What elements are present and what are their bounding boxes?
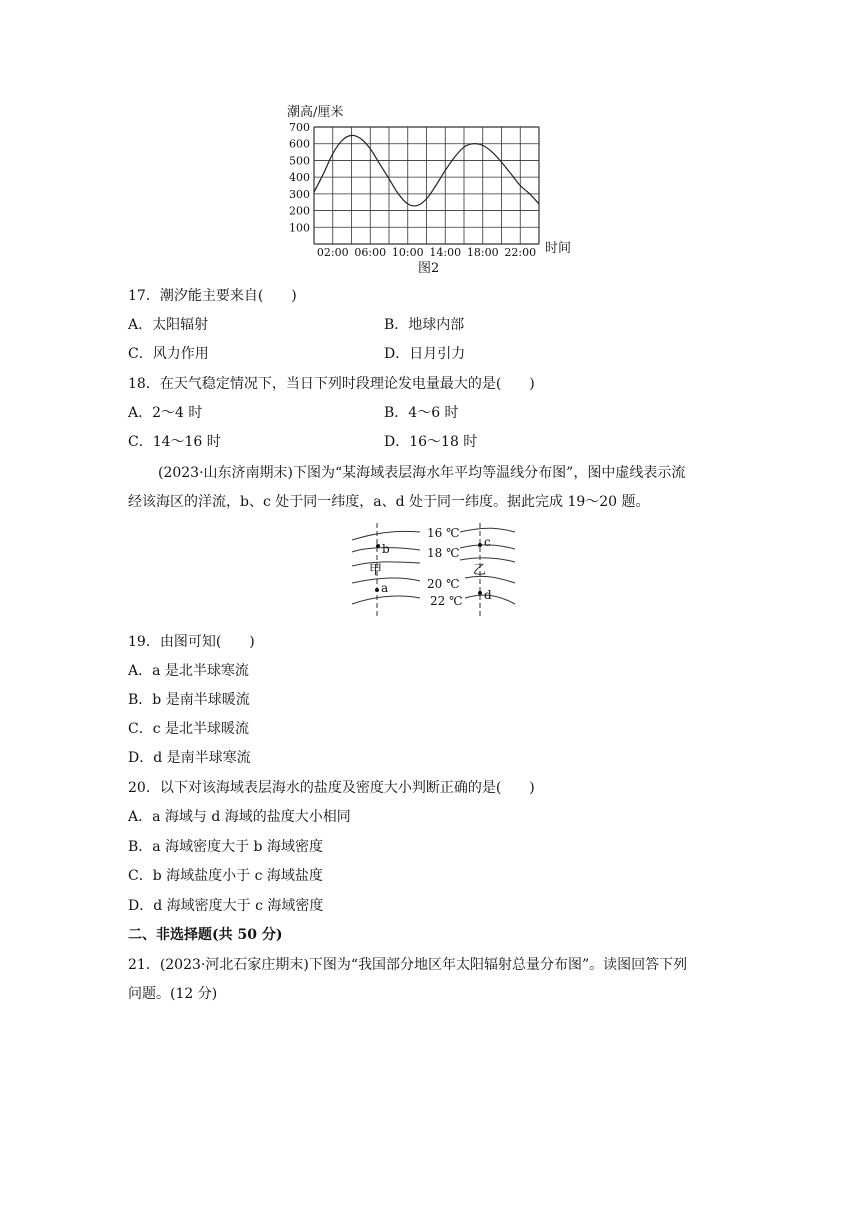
q18-option-b: B．4～6 时 (384, 405, 459, 421)
figure-caption: 图2 (418, 261, 440, 276)
tide-chart (280, 98, 580, 278)
q20-option-a: A．a 海域与 d 海域的盐度大小相同 (128, 809, 351, 825)
x-tick-label: 18:00 (466, 246, 499, 259)
q19-option-a: A．a 是北半球寒流 (128, 663, 249, 679)
point-d-dot (478, 591, 482, 595)
y-tick-labels (289, 121, 310, 234)
y-axis-title: 潮高/厘米 (287, 105, 344, 120)
point-a-label: a (381, 581, 389, 595)
y-tick-label: 100 (289, 221, 310, 235)
x-tick-label: 22:00 (504, 246, 537, 259)
label-22c: 22 ℃ (430, 594, 463, 608)
x-tick-label: 06:00 (354, 246, 387, 259)
q19-option-b: B．b 是南半球暖流 (128, 692, 250, 708)
q21-line2: 问题。(12 分) (128, 986, 218, 1002)
q17-option-d: D．日月引力 (384, 346, 466, 362)
q17-option-a: A．太阳辐射 (128, 317, 209, 333)
isotherm-diagram (345, 520, 525, 620)
label-20c: 20 ℃ (427, 577, 460, 591)
intro-19-20-line2: 经该海区的洋流，b、c 处于同一纬度，a、d 处于同一纬度。据此完成 19～20 题。 (128, 494, 650, 510)
point-a-dot (375, 588, 379, 592)
section-heading-nonchoice: 二、非选择题(共 50 分) (128, 927, 283, 943)
x-tick-label: 14:00 (429, 246, 462, 259)
y-tick-label: 300 (289, 187, 310, 201)
x-tick-labels (317, 246, 536, 259)
q19-stem: 19．由图可知( ) (128, 634, 255, 650)
q20-option-d: D．d 海域密度大于 c 海域密度 (128, 898, 324, 914)
label-18c: 18 ℃ (427, 546, 460, 560)
point-c-label: c (484, 535, 491, 549)
y-tick-label: 600 (289, 137, 310, 151)
y-tick-label: 700 (289, 121, 310, 134)
point-d-label: d (484, 588, 492, 602)
y-tick-label: 500 (289, 154, 310, 168)
x-tick-label: 02:00 (316, 246, 349, 259)
q21-line1: 21．(2023·河北石家庄期末)下图为“我国部分地区年太阳辐射总量分布图”。读图回答下列 (128, 957, 688, 973)
label-yi: 乙 (473, 563, 487, 578)
label-jia: 甲 (369, 563, 383, 578)
q19-option-d: D．d 是南半球寒流 (128, 750, 251, 766)
point-b-label: b (382, 542, 390, 556)
chart-grid (314, 127, 539, 244)
q20-stem: 20．以下对该海域表层海水的盐度及密度大小判断正确的是( ) (128, 780, 535, 796)
q20-option-b: B．a 海域密度大于 b 海域密度 (128, 839, 323, 855)
point-b-dot (376, 544, 380, 548)
q18-stem: 18．在天气稳定情况下，当日下列时段理论发电量最大的是( ) (128, 376, 535, 392)
q17-option-b: B．地球内部 (384, 317, 465, 333)
x-axis-title: 时间 (545, 241, 572, 256)
q18-option-c: C．14～16 时 (128, 434, 221, 450)
intro-19-20-line1: (2023·山东济南期末)下图为“某海域表层海水年平均等温线分布图”，图中虚线表示流 (158, 465, 686, 481)
q18-option-a: A．2～4 时 (128, 405, 203, 421)
y-tick-label: 400 (289, 171, 310, 185)
x-tick-label: 10:00 (391, 246, 424, 259)
y-tick-label: 200 (289, 204, 310, 218)
q20-option-c: C．b 海域盐度小于 c 海域盐度 (128, 868, 323, 884)
point-c-dot (478, 543, 482, 547)
q18-option-d: D．16～18 时 (384, 434, 478, 450)
q19-option-c: C．c 是北半球暖流 (128, 721, 250, 737)
q17-option-c: C．风力作用 (128, 346, 209, 362)
q17-stem: 17．潮汐能主要来自( ) (128, 288, 297, 304)
label-16c: 16 ℃ (427, 526, 460, 540)
